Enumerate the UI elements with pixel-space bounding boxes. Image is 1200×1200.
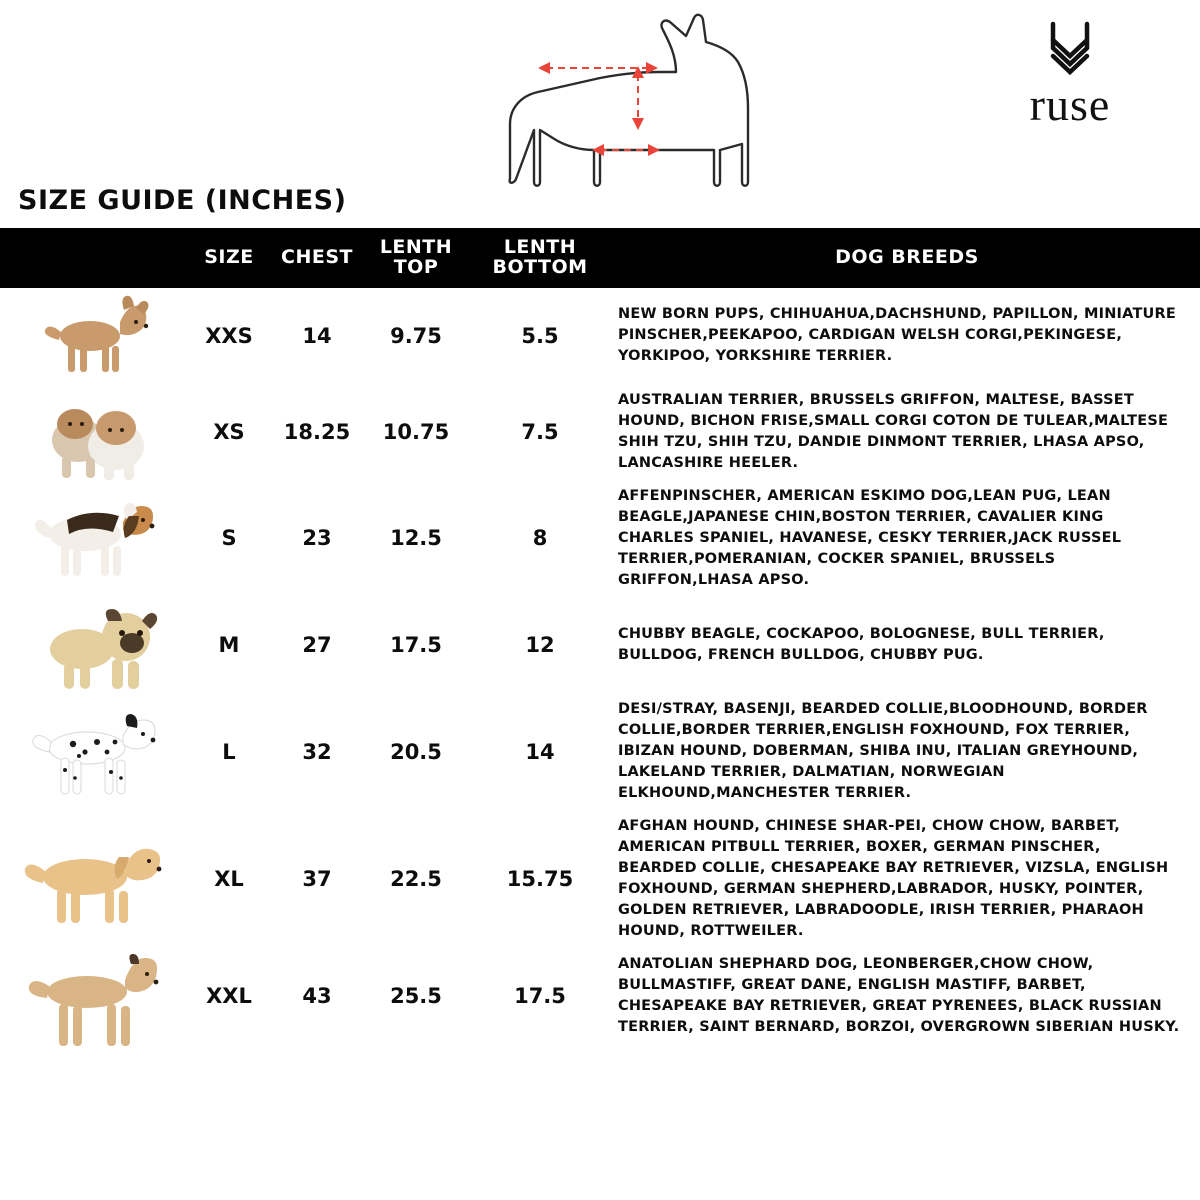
chihuahua-photo	[0, 292, 190, 380]
cell-chest: 32	[302, 739, 332, 764]
cell-length-bottom: 5.5	[521, 323, 559, 348]
cell-length-top: 12.5	[390, 526, 442, 551]
cell-length-bottom: 12	[525, 633, 555, 658]
cell-breeds: ANATOLIAN SHEPHARD DOG, LEONBERGER,CHOW CHOW, BULLMASTIFF, GREAT DANE, ENGLISH MASTIFF, BARBET, CHESAPEAKE BAY RETRIEVER, GREAT PYRENEES, BLACK RUSSIAN TERRIER, SAINT BERNARD, BORZOI, OVERGROWN SIBERIAN HUSKY.	[618, 956, 1180, 1036]
table-row	[0, 288, 1200, 384]
dog-photo-cell	[0, 810, 190, 948]
cell-size: L	[222, 739, 236, 764]
table-header	[0, 228, 1200, 288]
cell-length-top: 22.5	[390, 867, 442, 892]
dalmatian-photo	[0, 708, 190, 796]
pug-photo	[0, 601, 190, 689]
cell-breeds: AUSTRALIAN TERRIER, BRUSSELS GRIFFON, MALTESE, BASSET HOUND, BICHON FRISE,SMALL CORGI COTON DE TULEAR,MALTESE SHIH TZU, SHIH TZU, DANDIE DINMONT TERRIER, LHASA APSO, LANCASHIRE HEELER.	[618, 391, 1169, 471]
column-header-size: SIZE	[204, 245, 254, 268]
chevron-stack-logo-icon	[1041, 18, 1099, 78]
table-row	[0, 693, 1200, 810]
column-header-dog-breeds: DOG BREEDS	[835, 245, 979, 268]
cell-length-bottom: 14	[525, 739, 555, 764]
brand-name: ruse	[1029, 79, 1111, 130]
size-chart-table	[0, 228, 1200, 1044]
dog-photo-cell	[0, 384, 190, 480]
cell-length-top: 17.5	[390, 633, 442, 658]
cell-size: M	[218, 633, 240, 658]
cell-length-top: 10.75	[382, 419, 450, 444]
cell-breeds: NEW BORN PUPS, CHIHUAHUA,DACHSHUND, PAPILLON, MINIATURE PINSCHER,PEEKAPOO, CARDIGAN WELSH CORGI,PEKINGESE, YORKIPOO, YORKSHIRE TERRIER.	[618, 306, 1176, 365]
cell-chest: 43	[302, 984, 332, 1009]
dog-photo-cell	[0, 288, 190, 384]
column-header-length-bottom	[466, 228, 614, 288]
dog-photo-cell	[0, 693, 190, 810]
table-row	[0, 384, 1200, 480]
cell-length-top: 9.75	[390, 323, 442, 348]
cell-chest: 18.25	[283, 419, 351, 444]
page-header	[0, 0, 1200, 228]
shih-tzu-photo	[0, 388, 190, 476]
table-row	[0, 597, 1200, 693]
cell-breeds: AFFENPINSCHER, AMERICAN ESKIMO DOG,LEAN PUG, LEAN BEAGLE,JAPANESE CHIN,BOSTON TERRIER, CAVALIER KING CHARLES SPANIEL, HAVANESE, CESKY TERRIER,JACK RUSSEL TERRIER,POMERANIAN, COCKER SPANIEL, BRUSSELS GRIFFON,LHASA APSO.	[618, 487, 1122, 588]
dog-measurement-diagram	[480, 4, 800, 204]
cell-size: XL	[214, 867, 244, 892]
cell-breeds: CHUBBY BEAGLE, COCKAPOO, BOLOGNESE, BULL TERRIER, BULLDOG, FRENCH BULLDOG, CHUBBY PUG.	[618, 626, 1105, 664]
page-title: SIZE GUIDE (INCHES)	[18, 185, 347, 216]
cell-length-bottom: 17.5	[514, 984, 566, 1009]
cell-length-bottom: 7.5	[521, 419, 559, 444]
golden-retriever-photo	[0, 835, 190, 923]
cell-chest: 14	[302, 323, 332, 348]
cell-size: XS	[213, 419, 245, 444]
cell-size: S	[221, 526, 237, 551]
dog-photo-cell	[0, 948, 190, 1044]
cell-size: XXS	[205, 323, 253, 348]
cell-chest: 37	[302, 867, 332, 892]
table-row	[0, 810, 1200, 948]
cell-length-bottom: 8	[532, 526, 548, 551]
length-bottom-line2: BOTTOM	[492, 255, 588, 278]
column-header-image	[0, 228, 190, 288]
cell-size: XXL	[206, 984, 252, 1009]
cell-length-top: 20.5	[390, 739, 442, 764]
brand-logo	[980, 18, 1160, 128]
beagle-photo	[0, 494, 190, 582]
column-header-chest: CHEST	[281, 245, 353, 268]
length-bottom-line1: LENTH	[503, 236, 577, 258]
table-row	[0, 480, 1200, 597]
table-row	[0, 948, 1200, 1044]
dog-photo-cell	[0, 480, 190, 597]
cell-length-bottom: 15.75	[506, 867, 574, 892]
table-header-row	[0, 228, 1200, 288]
cell-breeds: DESI/STRAY, BASENJI, BEARDED COLLIE,BLOODHOUND, BORDER COLLIE,BORDER TERRIER,ENGLISH FOXHOUND, FOX TERRIER, IBIZAN HOUND, DOBERMAN, SHIBA INU, ITALIAN GREYHOUND, LAKELAND TERRIER, DALMATIAN, NORWEGIAN ELKHOUND,MANCHESTER TERRIER.	[618, 701, 1148, 802]
length-top-line2: TOP	[393, 255, 439, 278]
dog-photo-cell	[0, 597, 190, 693]
cell-length-top: 25.5	[390, 984, 442, 1009]
cell-breeds: AFGHAN HOUND, CHINESE SHAR-PEI, CHOW CHOW, BARBET, AMERICAN PITBULL TERRIER, BOXER, GERMAN PINSCHER, BEARDED COLLIE, CHESAPEAKE BAY RETRIEVER, VIZSLA, ENGLISH FOXHOUND, GERMAN SHEPHERD,LABRADOR, HUSKY, POINTER, GOLDEN RETRIEVER, LABRADOODLE, IRISH TERRIER, PHARAOH HOUND, ROTTWEILER.	[618, 818, 1169, 940]
cell-chest: 23	[302, 526, 332, 551]
column-header-length-top	[366, 228, 466, 288]
cell-chest: 27	[302, 633, 332, 658]
great-dane-photo	[0, 952, 190, 1040]
length-top-line1: LENTH	[379, 236, 453, 258]
table-body	[0, 288, 1200, 1044]
